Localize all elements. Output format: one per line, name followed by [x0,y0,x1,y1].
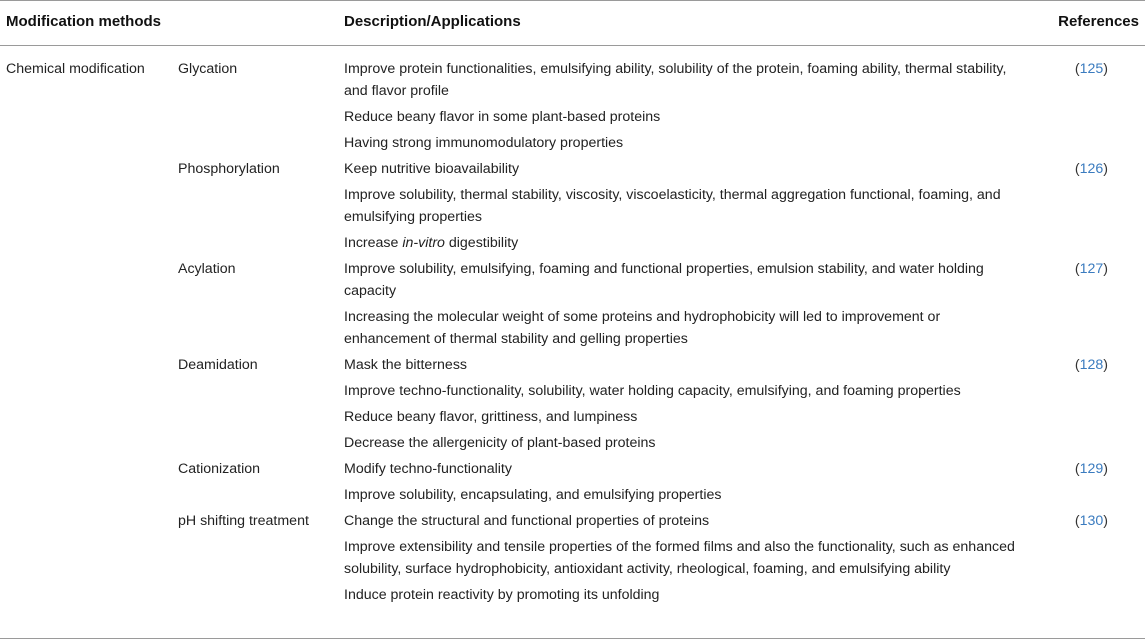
description-item: Improve protein functionalities, emulsifying ability, solubility of the protein, foaming ability, thermal stability, and flavor profile [344,61,1007,99]
reference-cell: (130) [1074,513,1108,529]
description-item: Increase in-vitro digestibility [344,235,519,251]
reference-cell: (128) [1074,357,1108,373]
description-item: Decrease the allergenicity of plant-based proteins [344,435,656,451]
description-item: Improve solubility, emulsifying, foaming and functional properties, emulsion stability, and water holding capacity [344,261,984,299]
table-bottom-rule [0,638,1145,639]
reference-cell: (126) [1074,161,1108,177]
reference-cell: (127) [1074,261,1108,277]
table-row [0,258,1145,350]
description-cell [344,354,1024,454]
method-name: Acylation [178,261,236,277]
description-item: Mask the bitterness [344,357,468,373]
table-row [0,58,1145,154]
method-name: Cationization [178,461,261,477]
table-row [0,158,1145,254]
method-name: Deamidation [178,357,258,373]
description-item: Change the structural and functional properties of proteins [344,513,710,529]
description-item: Improve techno-functionality, solubility, water holding capacity, emulsifying, and foaming properties [344,383,961,399]
description-item: Improve extensibility and tensile properties of the formed films and also the functionality, such as enhanced solubility, surface hydrophobicity, antioxidant activity, rheological, foaming, and emulsifying ability [344,539,1015,577]
description-item: Keep nutritive bioavailability [344,161,520,177]
table-body [0,46,1145,606]
method-name: pH shifting treatment [178,513,309,529]
reference-link[interactable]: 125 [1079,61,1104,77]
description-cell [344,510,1024,606]
method-name: Glycation [178,61,238,77]
header-references: References [1058,13,1139,30]
reference-link[interactable]: 128 [1079,357,1104,373]
description-item: Improve solubility, encapsulating, and emulsifying properties [344,487,722,503]
description-item: Increasing the molecular weight of some proteins and hydrophobicity will led to improvement or enhancement of thermal stability and gelling properties [344,309,941,347]
header-modification-methods: Modification methods [6,13,161,30]
table-row [0,354,1145,454]
description-cell [344,258,1024,350]
reference-cell: (129) [1074,461,1108,477]
description-item: Having strong immunomodulatory properties [344,135,624,151]
reference-link[interactable]: 127 [1079,261,1104,277]
description-cell [344,158,1024,254]
header-description: Description/Applications [344,13,521,30]
description-item: Modify techno-functionality [344,461,512,477]
category-cell: Chemical modification [6,61,145,77]
method-name: Phosphorylation [178,161,280,177]
description-item: Reduce beany flavor, grittiness, and lumpiness [344,409,638,425]
description-cell [344,458,1024,506]
description-item: Improve solubility, thermal stability, viscosity, viscoelasticity, thermal aggregation functional, foaming, and emulsifying properties [344,187,1001,225]
table-row [0,510,1145,606]
description-item: Reduce beany flavor in some plant-based proteins [344,109,661,125]
reference-link[interactable]: 130 [1079,513,1104,529]
reference-cell: (125) [1074,61,1108,77]
reference-link[interactable]: 126 [1079,161,1104,177]
reference-link[interactable]: 129 [1079,461,1104,477]
description-item: Induce protein reactivity by promoting its unfolding [344,587,660,603]
description-cell [344,58,1024,154]
table-header [0,0,1145,46]
table-row [0,458,1145,506]
